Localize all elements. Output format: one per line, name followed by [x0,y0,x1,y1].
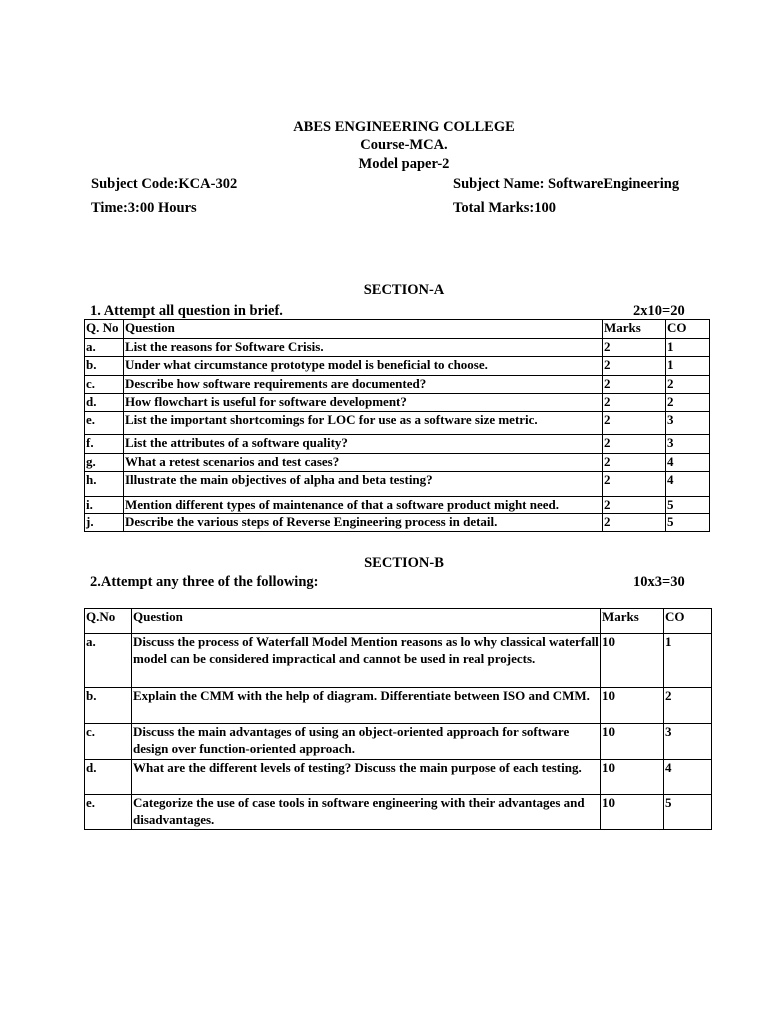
total-marks: Total Marks:100 [453,200,556,216]
row-question: List the attributes of a software quality? [124,435,603,454]
row-co: 5 [664,795,712,830]
row-co: 1 [666,357,710,376]
row-marks: 2 [603,497,666,514]
section-a-instruction: 1. Attempt all question in brief. [90,303,283,319]
row-question: Explain the CMM with the help of diagram. Differentiate between ISO and CMM. [132,688,601,724]
table-row [85,412,710,435]
paper-title: Model paper-2 [358,156,450,172]
row-question: List the important shortcomings for LOC for use as a software size metric. [124,412,603,435]
subject-code: Subject Code:KCA-302 [91,176,238,192]
row-co: 2 [664,688,712,724]
row-question: Discuss the process of Waterfall Model Mention reasons as lo why classical waterfall model can be considered impractical and cannot be used in real projects. [132,634,601,688]
row-question: List the reasons for Software Crisis. [124,339,603,357]
table-row [85,724,712,760]
row-number: a. [85,634,132,688]
row-marks: 2 [603,339,666,357]
row-marks: 10 [601,724,664,760]
row-number: b. [85,688,132,724]
row-co: 3 [664,724,712,760]
row-number: a. [85,339,124,357]
row-question: Under what circumstance prototype model is beneficial to choose. [124,357,603,376]
section-a-title: SECTION-A [363,282,445,298]
row-co: 4 [664,760,712,795]
row-question: What are the different levels of testing? Discuss the main purpose of each testing. [132,760,601,795]
row-question: Illustrate the main objectives of alpha and beta testing? [124,472,603,497]
table-row [85,634,712,688]
table-row [85,376,710,394]
row-number: d. [85,394,124,412]
row-number: e. [85,412,124,435]
row-question: Describe the various steps of Reverse Engineering process in detail. [124,514,603,532]
row-co: 2 [666,376,710,394]
table-row [85,435,710,454]
col-header-qno: Q. No [85,320,124,339]
col-header-question: Question [124,320,603,339]
row-marks: 2 [603,514,666,532]
row-marks: 10 [601,634,664,688]
subject-name: Subject Name: SoftwareEngineering [453,176,680,192]
table-row [85,394,710,412]
table-row [85,514,710,532]
row-marks: 2 [603,454,666,472]
col-header-marks: Marks [601,609,664,634]
row-number: h. [85,472,124,497]
row-question: Describe how software requirements are documented? [124,376,603,394]
row-marks: 10 [601,688,664,724]
row-marks: 10 [601,760,664,795]
col-header-question: Question [132,609,601,634]
table-header-row [85,609,712,634]
table-row [85,454,710,472]
row-marks: 2 [603,435,666,454]
table-row [85,472,710,497]
section-b-marks-scheme: 10x3=30 [633,574,685,590]
table-row [85,760,712,795]
row-question: Discuss the main advantages of using an object-oriented approach for software design over function-oriented approach. [132,724,601,760]
table-row [85,688,712,724]
row-marks: 2 [603,412,666,435]
table-row [85,339,710,357]
row-number: i. [85,497,124,514]
row-co: 5 [666,514,710,532]
row-number: j. [85,514,124,532]
table-row [85,357,710,376]
row-number: c. [85,724,132,760]
section-b-instruction: 2.Attempt any three of the following: [90,574,319,590]
table-row [85,497,710,514]
row-marks: 10 [601,795,664,830]
col-header-qno: Q.No [85,609,132,634]
section-a-table [84,319,710,532]
row-number: e. [85,795,132,830]
course-line: Course-MCA. [360,137,448,153]
row-number: g. [85,454,124,472]
row-question: What a retest scenarios and test cases? [124,454,603,472]
col-header-co: CO [664,609,712,634]
row-co: 4 [666,454,710,472]
row-marks: 2 [603,376,666,394]
row-co: 3 [666,412,710,435]
row-marks: 2 [603,472,666,497]
row-co: 4 [666,472,710,497]
exam-time: Time:3:00 Hours [91,200,197,216]
row-co: 3 [666,435,710,454]
row-co: 5 [666,497,710,514]
row-marks: 2 [603,394,666,412]
section-a-marks-scheme: 2x10=20 [633,303,685,319]
row-question: Categorize the use of case tools in software engineering with their advantages and disadvantages. [132,795,601,830]
col-header-marks: Marks [603,320,666,339]
col-header-co: CO [666,320,710,339]
row-co: 2 [666,394,710,412]
row-number: b. [85,357,124,376]
row-number: d. [85,760,132,795]
section-b-title: SECTION-B [364,555,444,571]
row-question: How flowchart is useful for software development? [124,394,603,412]
row-number: f. [85,435,124,454]
row-co: 1 [664,634,712,688]
table-header-row [85,320,710,339]
row-question: Mention different types of maintenance of that a software product might need. [124,497,603,514]
college-name: ABES ENGINEERING COLLEGE [293,119,515,135]
row-number: c. [85,376,124,394]
section-b-table [84,608,712,830]
row-marks: 2 [603,357,666,376]
table-row [85,795,712,830]
row-co: 1 [666,339,710,357]
